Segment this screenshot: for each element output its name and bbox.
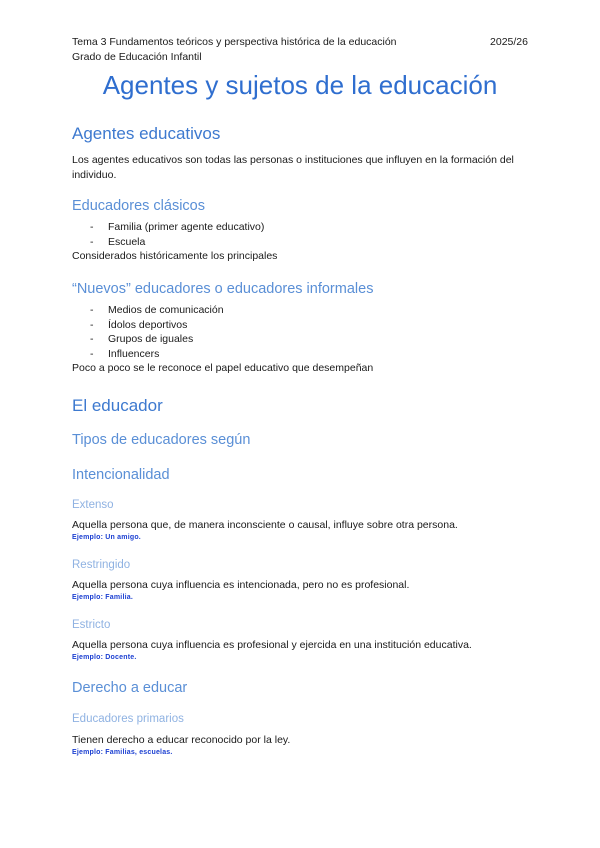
heading-el-educador: El educador (72, 396, 163, 415)
restringido-example: Ejemplo: Familia. (72, 594, 133, 601)
heading-agentes-educativos: Agentes educativos (72, 124, 221, 143)
heading-estricto: Estricto (72, 619, 111, 631)
list-item: - Medios de comunicación (72, 303, 224, 318)
primarios-example: Ejemplo: Familias, escuelas. (72, 749, 173, 756)
list-item: - Ídolos deportivos (72, 318, 224, 333)
heading-extenso: Extenso (72, 499, 114, 511)
agentes-intro: Los agentes educativos son todas las personas o instituciones que influyen en la formación del individuo. (72, 154, 514, 181)
heading-educadores-clasicos: Educadores clásicos (72, 198, 205, 214)
estricto-example: Ejemplo: Docente. (72, 654, 137, 661)
clasicos-note: Considerados históricamente los principales (72, 250, 278, 262)
nuevos-note: Poco a poco se le reconoce el papel educativo que desempeñan (72, 362, 374, 374)
extenso-text: Aquella persona que, de manera inconsciente o causal, influye sobre otra persona. (72, 519, 458, 531)
degree-name: Grado de Educación Infantil (72, 51, 202, 63)
list-item: - Influencers (72, 347, 224, 362)
heading-derecho-educar: Derecho a educar (72, 680, 188, 696)
heading-tipos-educadores: Tipos de educadores según (72, 432, 251, 448)
extenso-example: Ejemplo: Un amigo. (72, 534, 141, 541)
course-title: Tema 3 Fundamentos teóricos y perspectiva histórica de la educación (72, 36, 397, 48)
document-title: Agentes y sujetos de la educación (102, 70, 498, 100)
list-item: - Escuela (72, 235, 264, 250)
estricto-text: Aquella persona cuya influencia es profesional y ejercida en una institución educativa. (72, 639, 472, 651)
heading-intencionalidad: Intencionalidad (72, 467, 170, 483)
heading-restringido: Restringido (72, 559, 131, 571)
heading-educadores-primarios: Educadores primarios (72, 713, 184, 725)
heading-nuevos-educadores: “Nuevos” educadores o educadores informales (72, 281, 374, 297)
list-item: - Grupos de iguales (72, 332, 224, 347)
clasicos-list (72, 220, 264, 249)
academic-year: 2025/26 (490, 36, 528, 48)
nuevos-list (72, 303, 224, 361)
list-item: - Familia (primer agente educativo) (72, 220, 264, 235)
restringido-text: Aquella persona cuya influencia es intencionada, pero no es profesional. (72, 579, 410, 591)
primarios-text: Tienen derecho a educar reconocido por la ley. (72, 734, 291, 746)
